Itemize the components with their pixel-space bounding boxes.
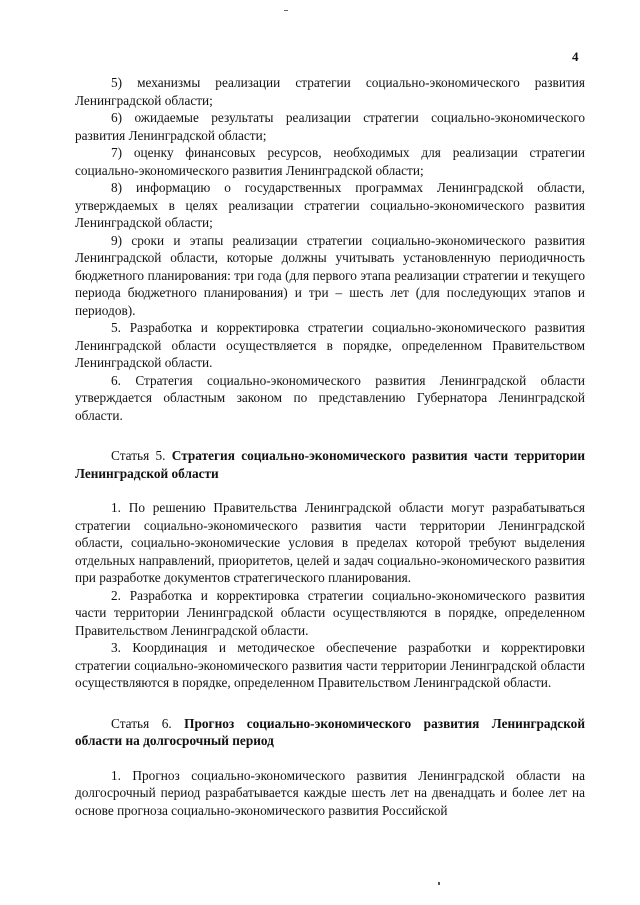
scan-mark — [284, 10, 288, 11]
article-title: Стратегия социально-экономического развития части территории Ленинградской области — [75, 448, 585, 481]
document-body — [75, 74, 585, 819]
paragraph: 9) сроки и этапы реализации стратегии социально-экономического развития Ленинградской области, которые должны учитывать установленную периодичность бюджетного планирования: три года (для первого этапа реализации стратегии и текущего периода бюджетного планирования) и три – шесть лет (для последующих этапов и периодов). — [75, 232, 585, 318]
paragraph: 8) информацию о государственных программах Ленинградской области, утверждаемых в целях реализации стратегии социально-экономического развития Ленинградской области; — [75, 180, 585, 230]
scan-mark — [438, 882, 440, 885]
paragraph: 3. Координация и методическое обеспечение разработки и корректировки стратегии социально-экономического развития части территории Ленинградской области осуществляются в порядке, определенном Правительством Ленинградской области. — [75, 640, 585, 690]
paragraph: 6. Стратегия социально-экономического развития Ленинградской области утверждается областным законом по представлению Губернатора Ленинградской области. — [75, 372, 585, 423]
paragraph: 6) ожидаемые результаты реализации стратегии социально-экономического развития Ленинградской области; — [75, 110, 585, 143]
paragraph: 1. Прогноз социально-экономического развития Ленинградской области на долгосрочный период разрабатывается каждые шесть лет на двенадцать и более лет на основе прогноза социально-экономического развития Российской — [75, 767, 585, 818]
paragraph: 5. Разработка и корректировка стратегии социально-экономического развития Ленинградской области осуществляется в порядке, определенном Правительством Ленинградской области. — [75, 320, 585, 370]
article-6-heading — [75, 715, 585, 750]
page-number: 4 — [572, 49, 579, 64]
article-title: Прогноз социально-экономического развития Ленинградской области на долгосрочный период — [75, 715, 585, 748]
paragraph: 2. Разработка и корректировка стратегии социально-экономического развития части территории Ленинградской области осуществляются в порядке, определенном Правительством Ленинградской области. — [75, 587, 585, 638]
article-label: Статья 5. — [111, 448, 172, 463]
article-label: Статья 6. — [111, 715, 185, 731]
paragraph: 5) механизмы реализации стратегии социально-экономического развития Ленинградской области; — [75, 75, 585, 108]
paragraph: 7) оценку финансовых ресурсов, необходимых для реализации стратегии социально-экономического развития Ленинградской области; — [75, 145, 585, 178]
article-5-heading — [75, 447, 585, 482]
paragraph: 1. По решению Правительства Ленинградской области могут разрабатываться стратегии социально-экономического развития части территории Ленинградской области, социально-экономические условия в пределах которой требуют выделения отдельных направлений, приоритетов, целей и задач социально-экономического развития при разработке документов стратегического планирования. — [75, 500, 585, 585]
